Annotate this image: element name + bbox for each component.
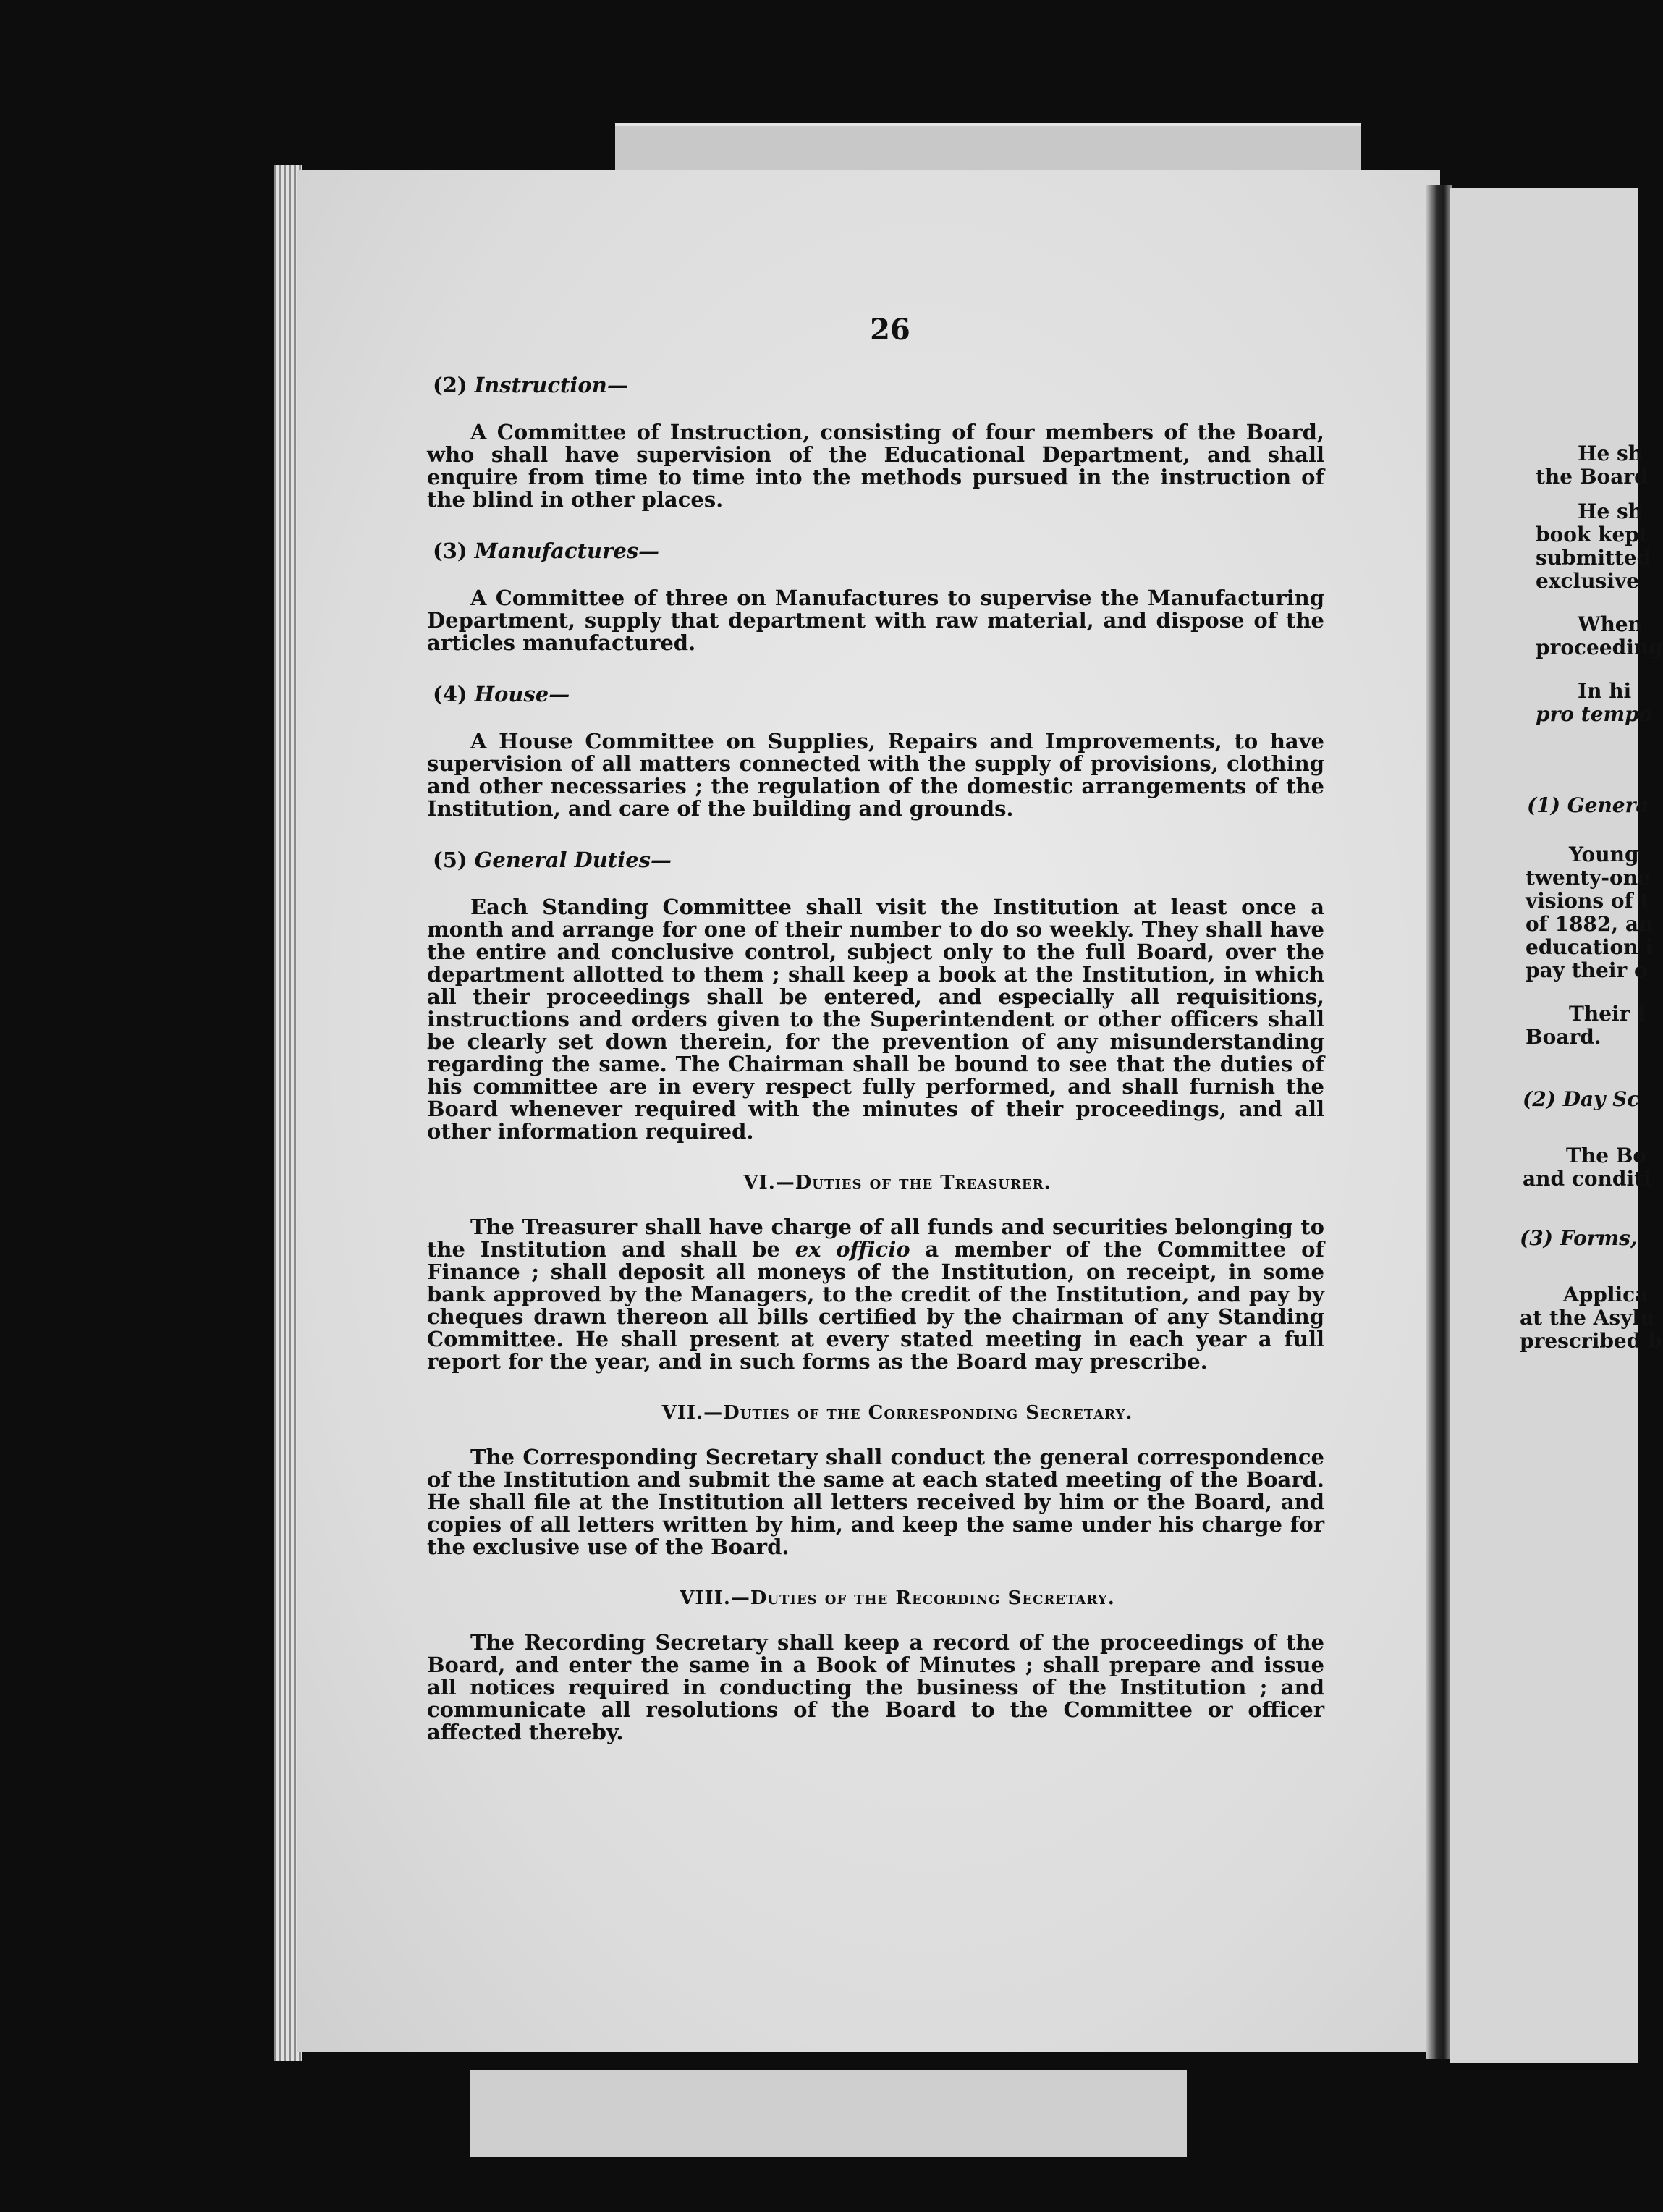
subsection-number: (2) (433, 373, 467, 397)
right-page-line: twenty-one (1526, 866, 1651, 890)
right-page-line: at the Asylu (1520, 1306, 1655, 1330)
corresponding-secretary-paragraph: The Corresponding Secretary shall conduct the general correspondence of the Institution and submit the same at each stated meeting of the Board. He shall file at the Institution all letters received by him or the Board, and copies of all letters written by him, and keep the same under his charge for the exclusive use of the Board. (427, 1445, 1324, 1559)
right-page-line: visions of t (1526, 889, 1650, 913)
right-page-line: The Bo (1566, 1144, 1647, 1168)
subsection-title: Manufactures— (474, 539, 660, 563)
subsection-heading (433, 683, 1324, 706)
corresponding-secretary-heading: VII.—Duties of the Corresponding Secretary. (661, 1402, 1133, 1424)
right-page-line: Board. (1526, 1025, 1601, 1049)
treasurer-paragraph (427, 1216, 1324, 1373)
page-text (427, 313, 1324, 1770)
instruction-paragraph: A Committee of Instruction, consisting of four members of the Board, who shall have supervision of the Educational Department, and shall enquire from time to time into the methods pursued in the instruction of the blind in other places. (427, 420, 1324, 512)
right-page-line: education i (1526, 935, 1653, 959)
right-page-line: the Board (1536, 465, 1649, 489)
treasurer-heading: VI.—Duties of the Treasurer. (743, 1172, 1051, 1194)
house-paragraph: A House Committee on Supplies, Repairs and Improvements, to have supervision of all matters connected with the supply of provisions, clothing and other necessaries ; the regulation of the domestic arrangements of the Institution, and care of the building and grounds. (427, 729, 1324, 821)
right-page-line: He sh (1578, 499, 1643, 523)
right-page-line: proceeding (1536, 636, 1663, 659)
subsection-title: Instruction— (474, 373, 628, 397)
right-page-line: In hi (1578, 679, 1632, 703)
book-gutter (1426, 185, 1452, 2059)
recording-secretary-paragraph: The Recording Secretary shall keep a record of the proceedings of the Board, and enter the same in a Book of Minutes ; shall prepare and issue all notices required in conducting the business of the Institution ; and communicate all resolutions of the Board to the Committee or officer affected thereby. (427, 1630, 1324, 1744)
subsection-number: (4) (433, 682, 467, 706)
subsection-heading (433, 374, 1324, 397)
right-page (1450, 188, 1663, 2063)
right-page-line: When (1578, 612, 1643, 636)
right-page-line: (1) Genera (1527, 793, 1649, 817)
treasurer-text-italic: ex officio (795, 1237, 910, 1262)
bottom-paper-sheet (470, 2070, 1187, 2157)
right-page-line: Applica (1563, 1283, 1649, 1306)
right-page-line: Young (1569, 843, 1639, 866)
right-page-line: book kept (1536, 523, 1649, 546)
right-page-line: exclusive (1536, 569, 1640, 593)
right-page-line: prescribed b (1520, 1329, 1662, 1353)
subsection-number: (5) (433, 848, 467, 872)
subsection-number: (3) (433, 539, 467, 563)
right-page-line: of 1882, an (1526, 912, 1654, 936)
subsection-title: House— (474, 682, 570, 706)
subsection-title: General Duties— (474, 848, 672, 872)
page-number: 26 (870, 313, 910, 347)
treasurer-text-part-2: a member of the Committee of Finance ; shall deposit all moneys of the Institution, on receipt, in some bank approved by the Managers, to the credit of the Institution, and pay by cheques drawn thereon all bills certified by the chairman of any Standing Committee. He shall present at every stated meeting in each year a full report for the year, and in such forms as the Board may prescribe. (427, 1237, 1324, 1374)
manufactures-paragraph: A Committee of three on Manufactures to supervise the Manufacturing Department, supply that department with raw material, and dispose of the articles manufactured. (427, 586, 1324, 655)
right-page-line: (2) Day Sc (1523, 1087, 1640, 1111)
recording-secretary-heading: VIII.—Duties of the Recording Secretary. (680, 1587, 1115, 1609)
right-page-line: submitted (1536, 546, 1651, 570)
right-page-line: (3) Forms, (1520, 1226, 1638, 1250)
right-page-line: pay their o (1526, 958, 1648, 982)
subsection-heading (433, 849, 1324, 871)
general-duties-paragraph: Each Standing Committee shall visit the Institution at least once a month and arrange for one of their number to do so weekly. They shall have the entire and conclusive control, subject only to the full Board, over the department allotted to them ; shall keep a book at the Institution, in which all their proceedings shall be entered, and especially all requisitions, instructions and orders given to the Superintendent or other officers shall be clearly set down therein, for the prevention of any misunderstanding regarding the same. The Chairman shall be bound to see that the duties of his committee are in every respect fully performed, and shall furnish the Board whenever required with the minutes of their proceedings, and all other information required. (427, 895, 1324, 1144)
right-page-line: Their f (1569, 1002, 1646, 1026)
right-page-line: pro tempo (1536, 702, 1653, 726)
right-page-line: He sh (1578, 442, 1643, 465)
right-page-line: and conditi (1523, 1167, 1651, 1191)
treasurer-text-part-1: The Treasurer shall have charge of all funds and securities belonging to the Institution and shall be (427, 1215, 1324, 1262)
subsection-heading (433, 540, 1324, 562)
